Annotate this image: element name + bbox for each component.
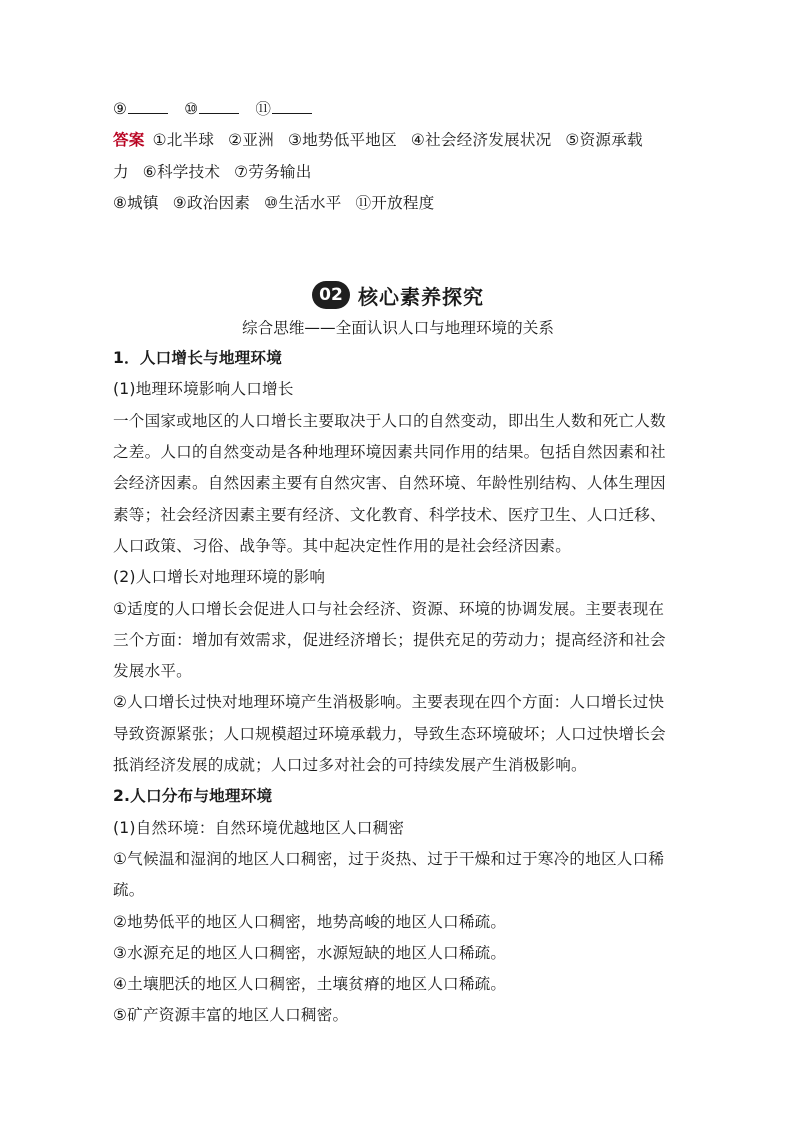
answer-item: ⑦劳务输出 <box>234 162 312 181</box>
body-paragraph-line: ②人口增长过快对地理环境产生消极影响。主要表现在四个方面：人口增长过快 <box>113 693 665 712</box>
body-paragraph-line: 一个国家或地区的人口增长主要取决于人口的自然变动，即出生人数和死亡人数 <box>113 411 666 430</box>
section-subheading: 2.人口分布与地理环境 <box>113 787 273 806</box>
answer-line-2 <box>113 157 683 188</box>
body-paragraph-line: 三个方面：增加有效需求，促进经济增长；提供充足的劳动力；提高经济和社会 <box>113 630 666 649</box>
blank-number: ⑨ <box>113 100 128 118</box>
body-paragraph-line: 发展水平。 <box>113 662 192 681</box>
section-subtitle: 综合思维——全面认识人口与地理环境的关系 <box>242 319 554 338</box>
answer-item: ④社会经济发展状况 <box>410 131 552 150</box>
body-paragraph-line: (1)自然环境：自然环境优越地区人口稠密 <box>113 818 405 837</box>
body-paragraph-line: ①气候温和湿润的地区人口稠密，过于炎热、过于干燥和过于寒冷的地区人口稀 <box>113 849 665 868</box>
section-subheading: 1．人口增长与地理环境 <box>113 349 282 368</box>
body-paragraph-line: 抵消经济发展的成就；人口过多对社会的可持续发展产生消极影响。 <box>113 756 587 775</box>
answer-item: 力 <box>113 162 129 181</box>
body-paragraph-line: (1)地理环境影响人口增长 <box>113 380 294 399</box>
body-paragraph-line: (2)人口增长对地理环境的影响 <box>113 568 326 587</box>
answer-item: ⑪开放程度 <box>355 193 435 212</box>
body-paragraph-line: ④土壤肥沃的地区人口稠密，土壤贫瘠的地区人口稀疏。 <box>113 975 507 994</box>
blank-underline <box>199 99 239 114</box>
section-number-badge: 02 <box>312 281 350 309</box>
section-title: 核心素养探究 <box>358 284 484 309</box>
body-paragraph-line: ③水源充足的地区人口稠密，水源短缺的地区人口稀疏。 <box>113 943 507 962</box>
answer-line-1 <box>113 125 683 156</box>
answer-item: ⑨政治因素 <box>172 193 251 212</box>
answer-item: ③地势低平地区 <box>287 131 397 150</box>
answer-item: ⑧城镇 <box>113 193 159 212</box>
fill-blank-10[interactable] <box>184 94 239 125</box>
body-paragraph-line: ①适度的人口增长会促进人口与社会经济、资源、环境的协调发展。主要表现在 <box>113 599 665 618</box>
body-paragraph-line: 疏。 <box>113 881 145 900</box>
answer-item: ⑤资源承载 <box>565 131 643 150</box>
blank-underline <box>128 99 168 114</box>
fill-blank-row <box>113 94 683 125</box>
answer-item: ①北半球 <box>152 131 215 150</box>
blank-underline <box>272 99 312 114</box>
body-paragraph-line: 人口政策、习俗、战争等。其中起决定性作用的是社会经济因素。 <box>113 536 572 555</box>
answer-item: ⑩生活水平 <box>264 193 342 212</box>
blank-number: ⑩ <box>184 100 199 118</box>
body-paragraph-line: 导致资源紧张；人口规模超过环境承载力，导致生态环境破坏；人口过快增长会 <box>113 724 666 743</box>
answer-line-3 <box>113 188 683 219</box>
body-paragraph-line: 素等；社会经济因素主要有经济、文化教育、科学技术、医疗卫生、人口迁移、 <box>113 505 666 524</box>
fill-blank-9[interactable] <box>113 94 168 125</box>
body-paragraph-line: ②地势低平的地区人口稠密，地势高峻的地区人口稀疏。 <box>113 912 507 931</box>
body-paragraph-line: 之差。人口的自然变动是各种地理环境因素共同作用的结果。包括自然因素和社 <box>113 443 666 462</box>
blank-number: ⑪ <box>255 100 272 118</box>
answer-item: ②亚洲 <box>228 131 274 150</box>
answer-label: 答案 <box>113 131 145 150</box>
body-paragraph-line: 会经济因素。自然因素主要有自然灾害、自然环境、年龄性别结构、人体生理因 <box>113 474 666 493</box>
fill-blank-11[interactable] <box>255 94 312 125</box>
body-paragraph-line: ⑤矿产资源丰富的地区人口稠密。 <box>113 1006 349 1025</box>
body-text <box>113 343 683 1032</box>
section-heading <box>113 279 683 311</box>
document-page <box>113 94 683 1032</box>
answer-item: ⑥科学技术 <box>142 162 221 181</box>
